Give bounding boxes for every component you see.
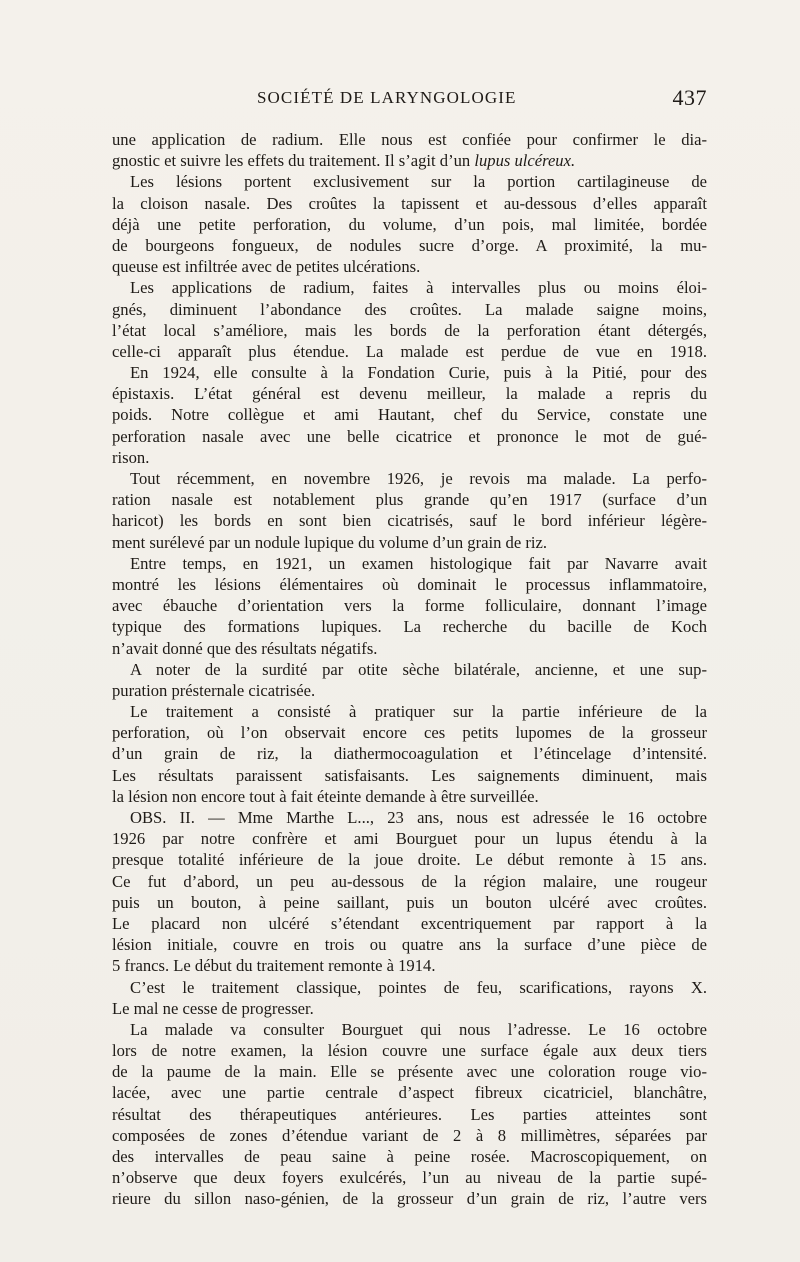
text-line — [112, 934, 707, 955]
running-head: SOCIÉTÉ DE LARYNGOLOGIE — [257, 88, 517, 107]
text-line-content: lacée, avec une partie centrale d’aspect fibreux cicatriciel, blanchâtre, — [112, 1083, 707, 1103]
text-line — [112, 1104, 707, 1125]
text-line — [112, 532, 707, 553]
text-line-content: typique des formations lupiques. La recherche du bacille de Koch — [112, 617, 707, 637]
text-line-content: rieure du sillon naso-génien, de la grosseur d’un grain de riz, l’autre vers — [112, 1189, 707, 1209]
text-line-content: résultat des thérapeutiques antérieures. Les parties atteintes sont — [112, 1104, 707, 1124]
text-line — [112, 977, 707, 998]
text-line-content: lésion initiale, couvre en trois ou quatre ans la surface d’une pièce de — [112, 935, 707, 955]
text-line-content: A noter de la surdité par otite sèche bilatérale, ancienne, et une sup- — [130, 659, 707, 679]
text-line — [112, 341, 707, 362]
text-line-content: Les résultats paraissent satisfaisants. Les saignements diminuent, mais — [112, 765, 707, 785]
text-line — [112, 510, 707, 531]
text-line-content: gnostic et suivre les effets du traitement. Il s’agit d’un — [112, 151, 475, 171]
text-line — [112, 320, 707, 341]
text-line-content: 1926 par notre confrère et ami Bourguet pour un lupus étendu à la — [112, 829, 707, 849]
text-line — [112, 489, 707, 510]
text-line — [112, 595, 707, 616]
text-line-content: ment surélevé par un nodule lupique du volume d’un grain de riz. — [112, 532, 548, 552]
text-line-content: déjà une petite perforation, du volume, d’un pois, mal limitée, bordée — [112, 214, 707, 234]
text-line — [112, 426, 707, 447]
page-header — [112, 85, 707, 114]
text-line-content: Tout récemment, en novembre 1926, je revois ma malade. La perfo- — [130, 469, 707, 488]
text-line-content: composées de zones d’étendue variant de 2 à 8 millimètres, séparées par — [112, 1125, 707, 1145]
text-line — [112, 743, 707, 764]
text-line-content: Les applications de radium, faites à intervalles plus ou moins éloi- — [130, 278, 707, 298]
text-line-content: haricot) les bords en sont bien cicatrisés, sauf le bord inférieur légère- — [112, 511, 707, 531]
text-line-content: Les lésions portent exclusivement sur la portion cartilagineuse de — [130, 172, 707, 192]
text-line-content: Entre temps, en 1921, un examen histologique fait par Navarre avait — [130, 553, 707, 573]
text-line-content: épistaxis. L’état général est devenu meilleur, la malade a repris du — [112, 384, 707, 404]
text-line-content: Le traitement a consisté à pratiquer sur la partie inférieure de la — [130, 702, 707, 722]
text-line-content: gnés, diminuent l’abondance des croûtes. La malade saigne moins, — [112, 299, 707, 319]
italic-text: lupus ulcéreux. — [474, 151, 576, 171]
text-line-content: OBS. II. — Mme Marthe L..., 23 ans, nous est adressée le 16 octobre — [130, 808, 707, 827]
text-line — [112, 998, 707, 1019]
text-line — [112, 849, 707, 870]
text-line — [112, 722, 707, 743]
text-line — [112, 680, 707, 701]
text-line — [112, 913, 707, 934]
text-line-content: rison. — [112, 447, 150, 467]
text-line-content: perforation, où l’on observait encore ces petits lupomes de la grosseur — [112, 723, 707, 743]
text-line-content: l’état local s’améliore, mais les bords de la perforation étant détergés, — [112, 320, 707, 340]
body-text — [112, 129, 707, 1210]
text-line-content: d’un grain de riz, la diathermocoagulation et l’étincelage d’intensité. — [112, 744, 707, 764]
text-line-content: n’observe que deux foyers exulcérés, l’un au niveau de la partie supé- — [112, 1168, 707, 1188]
text-line — [112, 129, 707, 150]
text-line — [112, 171, 707, 192]
text-line — [112, 1167, 707, 1188]
text-line-content: Ce fut d’abord, un peu au-dessous de la région malaire, une rougeur — [112, 871, 707, 891]
text-line-content: avec ébauche d’orientation vers la forme folliculaire, donnant l’image — [112, 596, 707, 616]
text-line — [112, 150, 707, 171]
text-line — [112, 256, 707, 277]
text-line-content: montré les lésions élémentaires où dominait le processus inflammatoire, — [112, 574, 707, 594]
text-line — [112, 574, 707, 595]
text-line — [112, 892, 707, 913]
text-line-content: 5 francs. Le début du traitement remonte à 1914. — [112, 956, 436, 976]
text-line — [112, 193, 707, 214]
text-line — [112, 638, 707, 659]
text-line — [112, 701, 707, 722]
text-line — [112, 362, 707, 383]
text-line — [112, 277, 707, 298]
text-line-content: la cloison nasale. Des croûtes la tapissent et au-dessous d’elles apparaît — [112, 193, 707, 213]
text-line-content: de la paume de la main. Elle se présente avec une coloration rouge vio- — [112, 1062, 707, 1082]
text-line-content: ration nasale est notablement plus grande qu’en 1917 (surface d’un — [112, 490, 707, 510]
text-line — [112, 553, 707, 574]
text-line — [112, 383, 707, 404]
text-line — [112, 468, 707, 489]
text-line-content: puis un bouton, à peine saillant, puis un bouton ulcéré avec croûtes. — [112, 892, 707, 912]
text-line-content: perforation nasale avec une belle cicatrice et prononce le mot de gué- — [112, 426, 707, 446]
text-line-content: C’est le traitement classique, pointes de feu, scarifications, rayons X. — [130, 977, 707, 997]
text-line-content: des intervalles de peau saine à peine rosée. Macroscopiquement, on — [112, 1147, 707, 1166]
text-line — [112, 955, 707, 976]
text-line — [112, 299, 707, 320]
text-line-content: presque totalité inférieure de la joue droite. Le début remonte à 15 ans. — [112, 850, 707, 870]
text-line-content: poids. Notre collègue et ami Hautant, chef du Service, constate une — [112, 405, 707, 425]
text-line — [112, 1040, 707, 1061]
text-line-content: queuse est infiltrée avec de petites ulcérations. — [112, 257, 421, 277]
text-line — [112, 1082, 707, 1103]
text-line-content: la lésion non encore tout à fait éteinte demande à être surveillée. — [112, 786, 539, 806]
text-line — [112, 786, 707, 807]
text-line-content: puration présternale cicatrisée. — [112, 680, 316, 700]
text-line-content: celle-ci apparaît plus étendue. La malade est perdue de vue en 1918. — [112, 341, 707, 361]
text-line — [112, 404, 707, 425]
text-line — [112, 1019, 707, 1040]
text-line — [112, 1125, 707, 1146]
text-line-content: de bourgeons fongueux, de nodules sucre d’orge. A proximité, la mu- — [112, 235, 707, 255]
text-line-content: lors de notre examen, la lésion couvre une surface égale aux deux tiers — [112, 1041, 707, 1061]
text-line — [112, 871, 707, 892]
text-line-content: La malade va consulter Bourguet qui nous l’adresse. Le 16 octobre — [130, 1019, 707, 1039]
text-line — [112, 765, 707, 786]
text-line — [112, 447, 707, 468]
text-line-content: Le placard non ulcéré s’étendant excentriquement par rapport à la — [112, 913, 707, 933]
text-line — [112, 214, 707, 235]
text-line — [112, 616, 707, 637]
page-number: 437 — [672, 85, 707, 110]
text-line-content: une application de radium. Elle nous est confiée pour confirmer le dia- — [112, 130, 707, 149]
text-line-content: n’avait donné que des résultats négatifs. — [112, 638, 378, 658]
text-line — [112, 659, 707, 680]
text-line-content: Le mal ne cesse de progresser. — [112, 998, 314, 1018]
text-line — [112, 828, 707, 849]
text-line — [112, 807, 707, 828]
text-line-content: En 1924, elle consulte à la Fondation Curie, puis à la Pitié, pour des — [130, 363, 707, 383]
text-line — [112, 1061, 707, 1082]
text-line — [112, 1188, 707, 1209]
text-line — [112, 1146, 707, 1167]
text-line — [112, 235, 707, 256]
